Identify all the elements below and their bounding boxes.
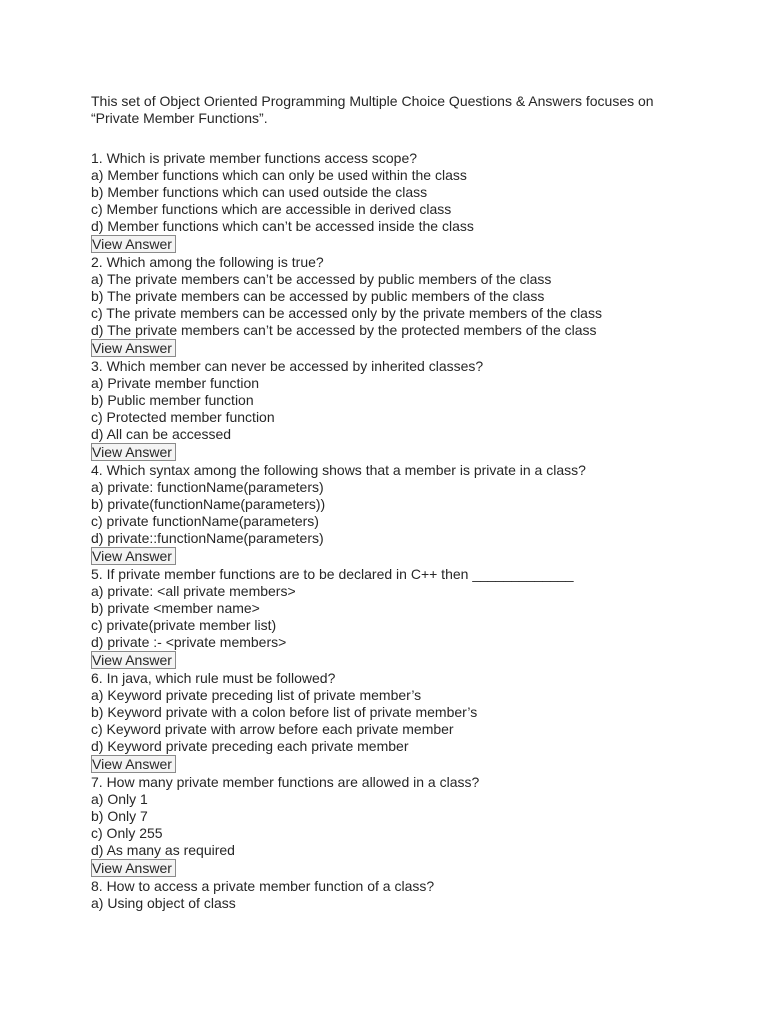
answer-option: d) Keyword private preceding each private member [91, 738, 409, 754]
answer-option: c) Member functions which are accessible in derived class [91, 201, 452, 217]
answer-option: c) Only 255 [91, 825, 163, 841]
view-answer-button[interactable]: View Answer [91, 235, 176, 253]
answer-option: b) Only 7 [91, 808, 148, 824]
answer-option: c) The private members can be accessed only by the private members of the class [91, 305, 602, 321]
question-text: 6. In java, which rule must be followed? [91, 670, 336, 686]
view-answer-button[interactable]: View Answer [91, 859, 176, 877]
answer-option: b) private <member name> [91, 600, 260, 616]
answer-option: c) private functionName(parameters) [91, 513, 319, 529]
view-answer-button[interactable]: View Answer [91, 339, 176, 357]
question-block [91, 150, 691, 253]
question-text: 7. How many private member functions are allowed in a class? [91, 774, 480, 790]
question-block [91, 774, 691, 877]
answer-option: b) private(functionName(parameters)) [91, 496, 326, 512]
view-answer-button[interactable]: View Answer [91, 547, 176, 565]
answer-option: b) Public member function [91, 392, 254, 408]
answer-option: a) Private member function [91, 375, 260, 391]
question-block [91, 878, 691, 912]
question-text: 8. How to access a private member function of a class? [91, 878, 435, 894]
question-text: 3. Which member can never be accessed by inherited classes? [91, 358, 484, 374]
answer-option: c) Keyword private with arrow before each private member [91, 721, 454, 737]
answer-option: a) private: functionName(parameters) [91, 479, 324, 495]
answer-option: a) Member functions which can only be used within the class [91, 167, 467, 183]
answer-option: b) The private members can be accessed by public members of the class [91, 288, 545, 304]
answer-option: d) As many as required [91, 842, 235, 858]
question-text: 2. Which among the following is true? [91, 254, 324, 270]
answer-option: d) Member functions which can’t be accessed inside the class [91, 218, 474, 234]
answer-option: b) Member functions which can used outside the class [91, 184, 428, 200]
answer-option: a) The private members can’t be accessed by public members of the class [91, 271, 552, 287]
answer-option: a) Using object of class [91, 895, 236, 911]
question-block [91, 670, 691, 773]
document-page [91, 93, 691, 912]
question-text: 1. Which is private member functions access scope? [91, 150, 418, 166]
intro-paragraph [91, 93, 691, 127]
answer-option: c) Protected member function [91, 409, 275, 425]
question-block [91, 358, 691, 461]
answer-option: d) All can be accessed [91, 426, 232, 442]
question-block [91, 566, 691, 669]
answer-option: d) private :- <private members> [91, 634, 287, 650]
question-text: 4. Which syntax among the following shows that a member is private in a class? [91, 462, 586, 478]
answer-option: d) private::functionName(parameters) [91, 530, 324, 546]
answer-option: a) Keyword private preceding list of private member’s [91, 687, 422, 703]
view-answer-button[interactable]: View Answer [91, 443, 176, 461]
view-answer-button[interactable]: View Answer [91, 651, 176, 669]
question-block [91, 254, 691, 357]
question-text: 5. If private member functions are to be declared in C++ then _____________ [91, 566, 574, 582]
question-block [91, 462, 691, 565]
answer-option: c) private(private member list) [91, 617, 277, 633]
answer-option: a) Only 1 [91, 791, 148, 807]
view-answer-button[interactable]: View Answer [91, 755, 176, 773]
intro-line-2: “Private Member Functions”. [91, 110, 268, 126]
intro-line-1: This set of Object Oriented Programming Multiple Choice Questions & Answers focuses on [91, 93, 654, 109]
answer-option: d) The private members can’t be accessed by the protected members of the class [91, 322, 597, 338]
question-list [91, 150, 691, 912]
answer-option: a) private: <all private members> [91, 583, 296, 599]
answer-option: b) Keyword private with a colon before list of private member’s [91, 704, 478, 720]
